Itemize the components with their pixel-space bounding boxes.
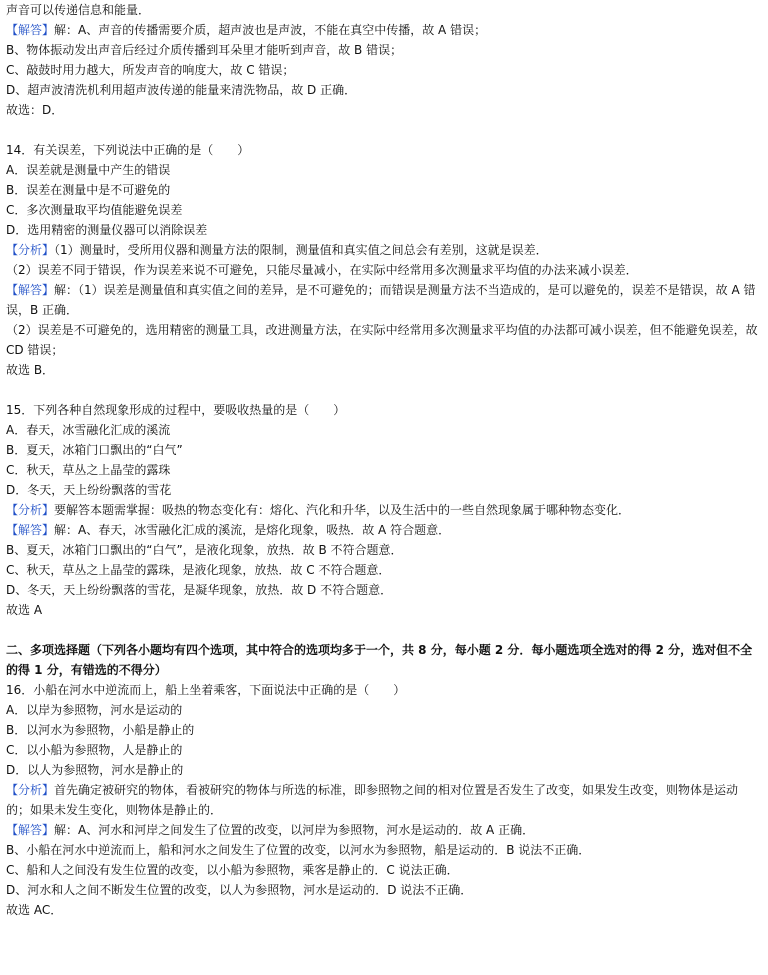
q15-stem: 15．下列各种自然现象形成的过程中，要吸收热量的是（ ）	[6, 403, 346, 417]
q15-analysis	[6, 500, 762, 520]
q15-answer-a	[6, 520, 762, 540]
q15-option-b: B．夏天，冰箱门口飘出的“白气”	[6, 443, 183, 457]
q16-answer-d: D、河水和人之间不断发生位置的改变，以人为参照物，河水是运动的．D 说法不正确．	[6, 883, 473, 897]
q16-answer-c: C、船和人之间没有发生位置的改变，以小船为参照物，乘客是静止的．C 说法正确．	[6, 863, 459, 877]
analysis-tag: 【分析】	[6, 503, 55, 517]
q14-analysis-1-text: （1）测量时，受所用仪器和测量方法的限制，测量值和真实值之间总会有差别，这就是误差．	[54, 243, 548, 257]
q14-option-a: A．误差就是测量中产生的错误	[6, 163, 171, 177]
q15-answer-c: C、秋天，草丛之上晶莹的露珠，是液化现象，放热．故 C 不符合题意．	[6, 563, 391, 577]
spacer	[6, 620, 762, 640]
q13-conclusion: 故选：D．	[6, 103, 64, 117]
q16-stem: 16．小船在河水中逆流而上，船上坐着乘客，下面说法中正确的是（ ）	[6, 683, 406, 697]
q14-conclusion: 故选 B．	[6, 363, 55, 377]
q16-option-b: B．以河水为参照物，小船是静止的	[6, 723, 195, 737]
q14-option-b: B．误差在测量中是不可避免的	[6, 183, 171, 197]
analysis-tag: 【分析】	[6, 783, 55, 797]
spacer	[6, 120, 762, 140]
answer-tag: 【解答】	[6, 23, 55, 37]
q14-option-c: C．多次测量取平均值能避免误差	[6, 203, 183, 217]
q16-answer-b: B、小船在河水中逆流而上，船和河水之间发生了位置的改变，以河水为参照物，船是运动的．B 说法不正确．	[6, 843, 591, 857]
q14-analysis-2: （2）误差不同于错误，作为误差来说不可避免，只能尽量减小，在实际中经常用多次测量求平均值的办法来减小误差．	[6, 263, 638, 277]
analysis-tag: 【分析】	[6, 243, 55, 257]
q13-answer-line	[6, 20, 762, 40]
q16-option-d: D．以人为参照物，河水是静止的	[6, 763, 184, 777]
q14-analysis-1	[6, 240, 762, 260]
q15-analysis-text: 要解答本题需掌握：吸热的物态变化有：熔化、汽化和升华，以及生活中的一些自然现象属于哪种物态变化．	[54, 503, 631, 517]
q13-answer-d: D、超声波清洗机利用超声波传递的能量来清洗物品，故 D 正确．	[6, 83, 357, 97]
q16-answer-a-text: 解：A、河水和河岸之间发生了位置的改变，以河岸为参照物，河水是运动的．故 A 正确．	[54, 823, 535, 837]
q13-answer-c: C、敲鼓时用力越大，所发声音的响度大，故 C 错误；	[6, 63, 295, 77]
q14-stem: 14．有关误差，下列说法中正确的是（ ）	[6, 143, 250, 157]
q15-answer-b: B、夏天，冰箱门口飘出的“白气”，是液化现象，放热．故 B 不符合题意．	[6, 543, 403, 557]
q13-previous-line: 声音可以传递信息和能量．	[6, 3, 151, 17]
section-2-heading: 二、多项选择题（下列各小题均有四个选项，其中符合的选项均多于一个，共 8 分，每小题 2 分．每小题选项全选对的得 2 分，选对但不全的得 1 分，有错选的不得分）	[6, 643, 753, 677]
q15-answer-a-text: 解：A、春天，冰雪融化汇成的溪流，是熔化现象，吸热．故 A 符合题意．	[54, 523, 451, 537]
q16-conclusion: 故选 AC．	[6, 903, 63, 917]
q15-option-c: C．秋天，草丛之上晶莹的露珠	[6, 463, 171, 477]
q14-answer-2: （2）误差是不可避免的，选用精密的测量工具，改进测量方法，在实际中经常用多次测量求平均值的办法都可减小误差，但不能避免误差，故 CD 错误；	[6, 323, 758, 357]
q16-analysis	[6, 780, 762, 820]
document-page	[6, 0, 762, 920]
q16-answer-a	[6, 820, 762, 840]
q14-option-d: D．选用精密的测量仪器可以消除误差	[6, 223, 208, 237]
answer-tag: 【解答】	[6, 283, 55, 297]
answer-tag: 【解答】	[6, 823, 55, 837]
q16-analysis-text: 首先确定被研究的物体，看被研究的物体与所选的标准，即参照物之间的相对位置是否发生了改变，如果发生改变，则物体是运动的；如果未发生变化，则物体是静止的．	[6, 783, 739, 817]
q14-answer-1-text: 解：（1）误差是测量值和真实值之间的差异，是不可避免的；而错误是测量方法不当造成的，是可以避免的，误差不是错误，故 A 错误，B 正确．	[6, 283, 756, 317]
q16-option-c: C．以小船为参照物，人是静止的	[6, 743, 183, 757]
answer-tag: 【解答】	[6, 523, 55, 537]
q14-answer-1	[6, 280, 762, 320]
q13-answer-text: 解：A、声音的传播需要介质，超声波也是声波，不能在真空中传播，故 A 错误；	[54, 23, 487, 37]
q15-option-a: A．春天，冰雪融化汇成的溪流	[6, 423, 171, 437]
q15-conclusion: 故选 A	[6, 603, 43, 617]
q15-option-d: D．冬天，天上纷纷飘落的雪花	[6, 483, 172, 497]
spacer	[6, 380, 762, 400]
q15-answer-d: D、冬天，天上纷纷飘落的雪花，是凝华现象，放热．故 D 不符合题意．	[6, 583, 393, 597]
q16-option-a: A．以岸为参照物，河水是运动的	[6, 703, 183, 717]
q13-answer-b: B、物体振动发出声音后经过介质传播到耳朵里才能听到声音，故 B 错误；	[6, 43, 403, 57]
